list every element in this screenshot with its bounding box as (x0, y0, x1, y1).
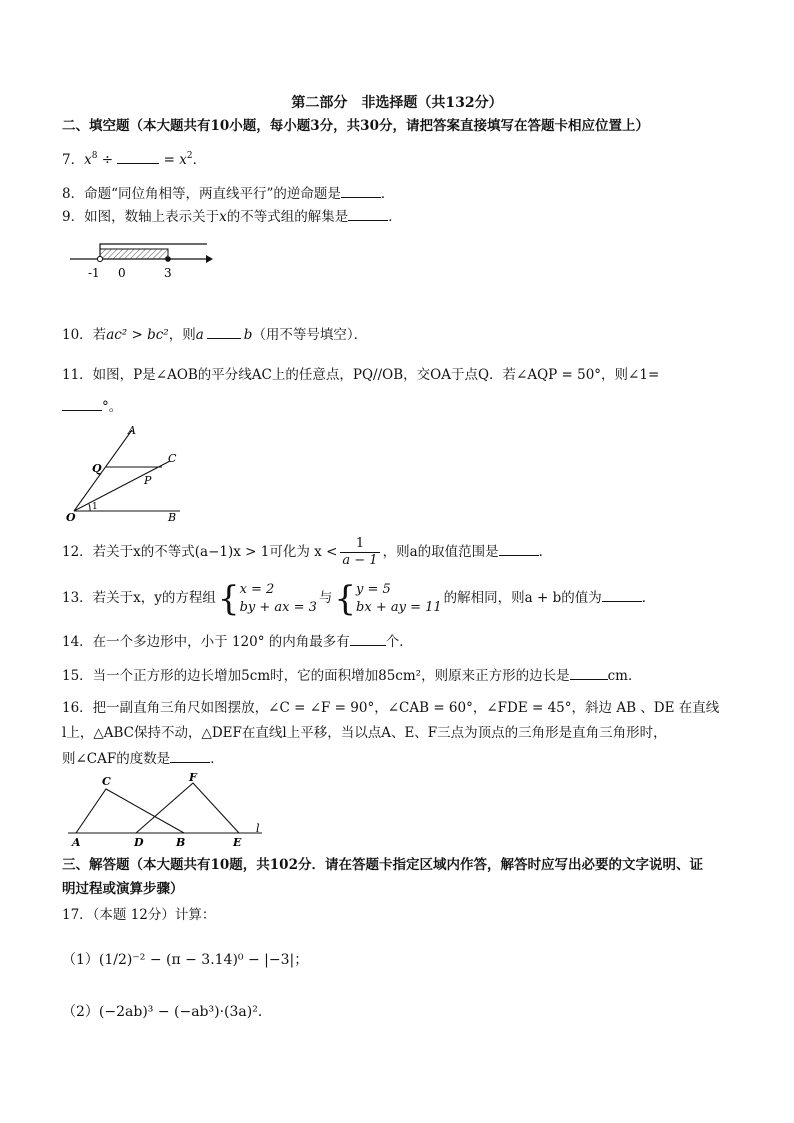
arrow-icon (206, 255, 213, 263)
label-q: Q (92, 462, 102, 475)
question-13: 13．若关于x，y的方程组{ x = 2 by + ax = 3 与{ y = 5 bx + ay = 11 的解相同，则a + b的值为 ． (62, 579, 656, 619)
answer-blank[interactable] (348, 206, 388, 221)
label-b: B (168, 511, 177, 524)
label-zero: 0 (118, 266, 126, 280)
question-11-continued: °。 (62, 396, 122, 417)
label-a: A (72, 836, 81, 849)
label-angle-1: 1 (92, 502, 98, 512)
question-17-title: 17．（本题 12分）计算： (62, 907, 216, 923)
answer-blank[interactable] (170, 748, 210, 763)
label-f: F (189, 771, 197, 784)
question-7: 7．$x^8$ ÷ = $x^2$． (62, 151, 207, 168)
section2-heading: 二、填空题（本大题共有10小题，每小题3分，共30分，请把答案直接填写在答题卡相应位置上） (62, 118, 649, 134)
question-8: 8．命题“同位角相等，两直线平行”的逆命题是 ． (62, 183, 394, 204)
label-p: P (144, 474, 152, 487)
answer-blank[interactable] (117, 149, 159, 164)
question-17-part-1: （1）(1/2)⁻² − (π − 3.14)⁰ − |−3|； (62, 952, 309, 968)
answer-blank[interactable] (350, 631, 386, 646)
question-17-part-2: （2）(−2ab)³ − (−ab³)·(3a)²． (62, 1004, 272, 1020)
triangles-figure (62, 770, 272, 850)
question-10: 10．若ac² > bc²，则a b（用不等号填空）． (62, 324, 367, 345)
ray-oc (74, 461, 170, 511)
label-c: C (168, 452, 177, 465)
equation-system-1: { x = 2 by + ax = 3 (217, 579, 317, 619)
label-minus-one: -1 (88, 266, 100, 280)
question-11: 11．如图，P是∠AOB的平分线AC上的任意点，PQ//OB，交OA于点Q．若∠AQP = 50°，则∠1= (62, 367, 660, 383)
label-three: 3 (164, 266, 172, 280)
question-9: 9．如图，数轴上表示关于x的不等式组的解集是 ． (62, 206, 402, 227)
label-b: B (176, 836, 186, 849)
angle-bisector-figure (62, 420, 192, 525)
part-title: 第二部分 非选择题（共132分） (291, 95, 503, 111)
question-15: 15．当一个正方形的边长增加5cm时，它的面积增加85cm²，则原来正方形的边长是 cm． (62, 665, 641, 686)
equation-system-2: { y = 5 bx + ay = 11 (334, 579, 442, 619)
closed-point (165, 256, 171, 262)
label-o: O (66, 511, 76, 524)
answer-blank[interactable] (570, 665, 608, 680)
triangle-abc (76, 789, 184, 833)
number-line-figure (62, 236, 222, 284)
question-14: 14．在一个多边形中，小于 120° 的内角最多有 个． (62, 631, 413, 652)
ray-oa (74, 430, 132, 511)
answer-blank[interactable] (207, 324, 241, 339)
label-d: D (134, 836, 144, 849)
label-l: l (256, 822, 260, 835)
question-12: 12．若关于x的不等式(a−1)x > 1可化为 x < $\frac{1}{a - 1}$ ，则a的取值范围是 ． (62, 536, 553, 568)
answer-blank[interactable] (341, 183, 381, 198)
answer-blank[interactable] (499, 541, 539, 556)
section3-heading-line-2: 明过程或演算步骤） (62, 881, 184, 897)
label-a: A (128, 424, 136, 437)
open-point (97, 256, 102, 261)
angle-arc (89, 504, 90, 511)
triangle-def (136, 783, 239, 833)
solution-band (100, 249, 168, 259)
question-16-line-3: 则∠CAF的度数是 ． (62, 748, 224, 769)
answer-blank[interactable] (602, 587, 642, 602)
label-e: E (233, 836, 242, 849)
question-16-line-1: 16．把一副直角三角尺如图摆放，∠C = ∠F = 90°，∠CAB = 60°，∠FDE = 45°，斜边 AB 、DE 在直线 (62, 700, 720, 716)
section3-heading-line-1: 三、解答题（本大题共有10题，共102分．请在答题卡指定区域内作答，解答时应写出必要的文字说明、证 (62, 857, 703, 873)
fraction: $\frac{1}{a - 1}$ (342, 536, 378, 568)
question-16-line-2: l上，△ABC保持不动，△DEF在直线l上平移，当以点A、E、F三点为顶点的三角形是直角三角形时， (62, 725, 667, 741)
answer-blank[interactable] (62, 396, 102, 411)
label-c: C (102, 775, 111, 788)
